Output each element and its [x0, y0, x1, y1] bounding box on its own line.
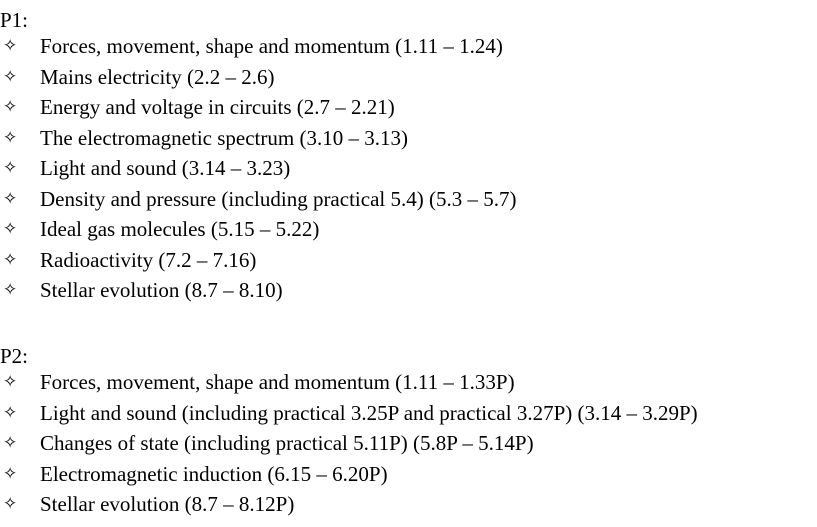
list-item — [0, 214, 516, 245]
four-point-star-bullet-icon: ✧ — [3, 97, 18, 118]
four-point-star-bullet-icon: ✧ — [3, 402, 18, 423]
list-item — [0, 153, 516, 184]
list-item-text: Stellar evolution (8.7 – 8.10) — [40, 278, 283, 303]
four-point-star-bullet-icon: ✧ — [3, 372, 18, 393]
four-point-star-bullet-icon: ✧ — [3, 127, 18, 148]
four-point-star-bullet-icon: ✧ — [3, 463, 18, 484]
four-point-star-bullet-icon: ✧ — [3, 66, 18, 87]
list-item — [0, 489, 698, 520]
list-item-text: Radioactivity (7.2 – 7.16) — [40, 247, 257, 272]
list-item — [0, 184, 516, 215]
section-heading-p1: P1: — [0, 8, 29, 32]
list-item-text: Stellar evolution (8.7 – 8.12P) — [40, 492, 295, 517]
list-item — [0, 123, 516, 154]
list-item-text: Changes of state (including practical 5.11P) (5.8P – 5.14P) — [40, 431, 534, 456]
list-item — [0, 459, 698, 490]
four-point-star-bullet-icon: ✧ — [3, 36, 18, 57]
list-item-text: Mains electricity (2.2 – 2.6) — [40, 64, 275, 89]
list-item-text: Forces, movement, shape and momentum (1.11 – 1.24) — [40, 34, 503, 59]
list-item-text: Density and pressure (including practical 5.4) (5.3 – 5.7) — [40, 186, 517, 211]
list-item-text: The electromagnetic spectrum (3.10 – 3.13) — [40, 125, 408, 150]
four-point-star-bullet-icon: ✧ — [3, 249, 18, 270]
four-point-star-bullet-icon: ✧ — [3, 158, 18, 179]
topic-list-p2 — [0, 367, 698, 520]
list-item-text: Light and sound (3.14 – 3.23) — [40, 156, 291, 181]
list-item — [0, 367, 698, 398]
section-heading-p2: P2: — [0, 344, 29, 368]
list-item-text: Energy and voltage in circuits (2.7 – 2.21) — [40, 95, 395, 120]
list-item — [0, 92, 516, 123]
four-point-star-bullet-icon: ✧ — [3, 433, 18, 454]
four-point-star-bullet-icon: ✧ — [3, 219, 18, 240]
four-point-star-bullet-icon: ✧ — [3, 280, 18, 301]
four-point-star-bullet-icon: ✧ — [3, 494, 18, 515]
list-item — [0, 62, 516, 93]
list-item-text: Electromagnetic induction (6.15 – 6.20P) — [40, 461, 388, 486]
list-item — [0, 245, 516, 276]
topic-list-p1 — [0, 31, 516, 306]
list-item — [0, 31, 516, 62]
list-item — [0, 398, 698, 429]
list-item-text: Light and sound (including practical 3.25P and practical 3.27P) (3.14 – 3.29P) — [40, 400, 698, 425]
four-point-star-bullet-icon: ✧ — [3, 188, 18, 209]
list-item — [0, 428, 698, 459]
list-item-text: Forces, movement, shape and momentum (1.11 – 1.33P) — [40, 370, 515, 395]
list-item-text: Ideal gas molecules (5.15 – 5.22) — [40, 217, 320, 242]
list-item — [0, 275, 516, 306]
